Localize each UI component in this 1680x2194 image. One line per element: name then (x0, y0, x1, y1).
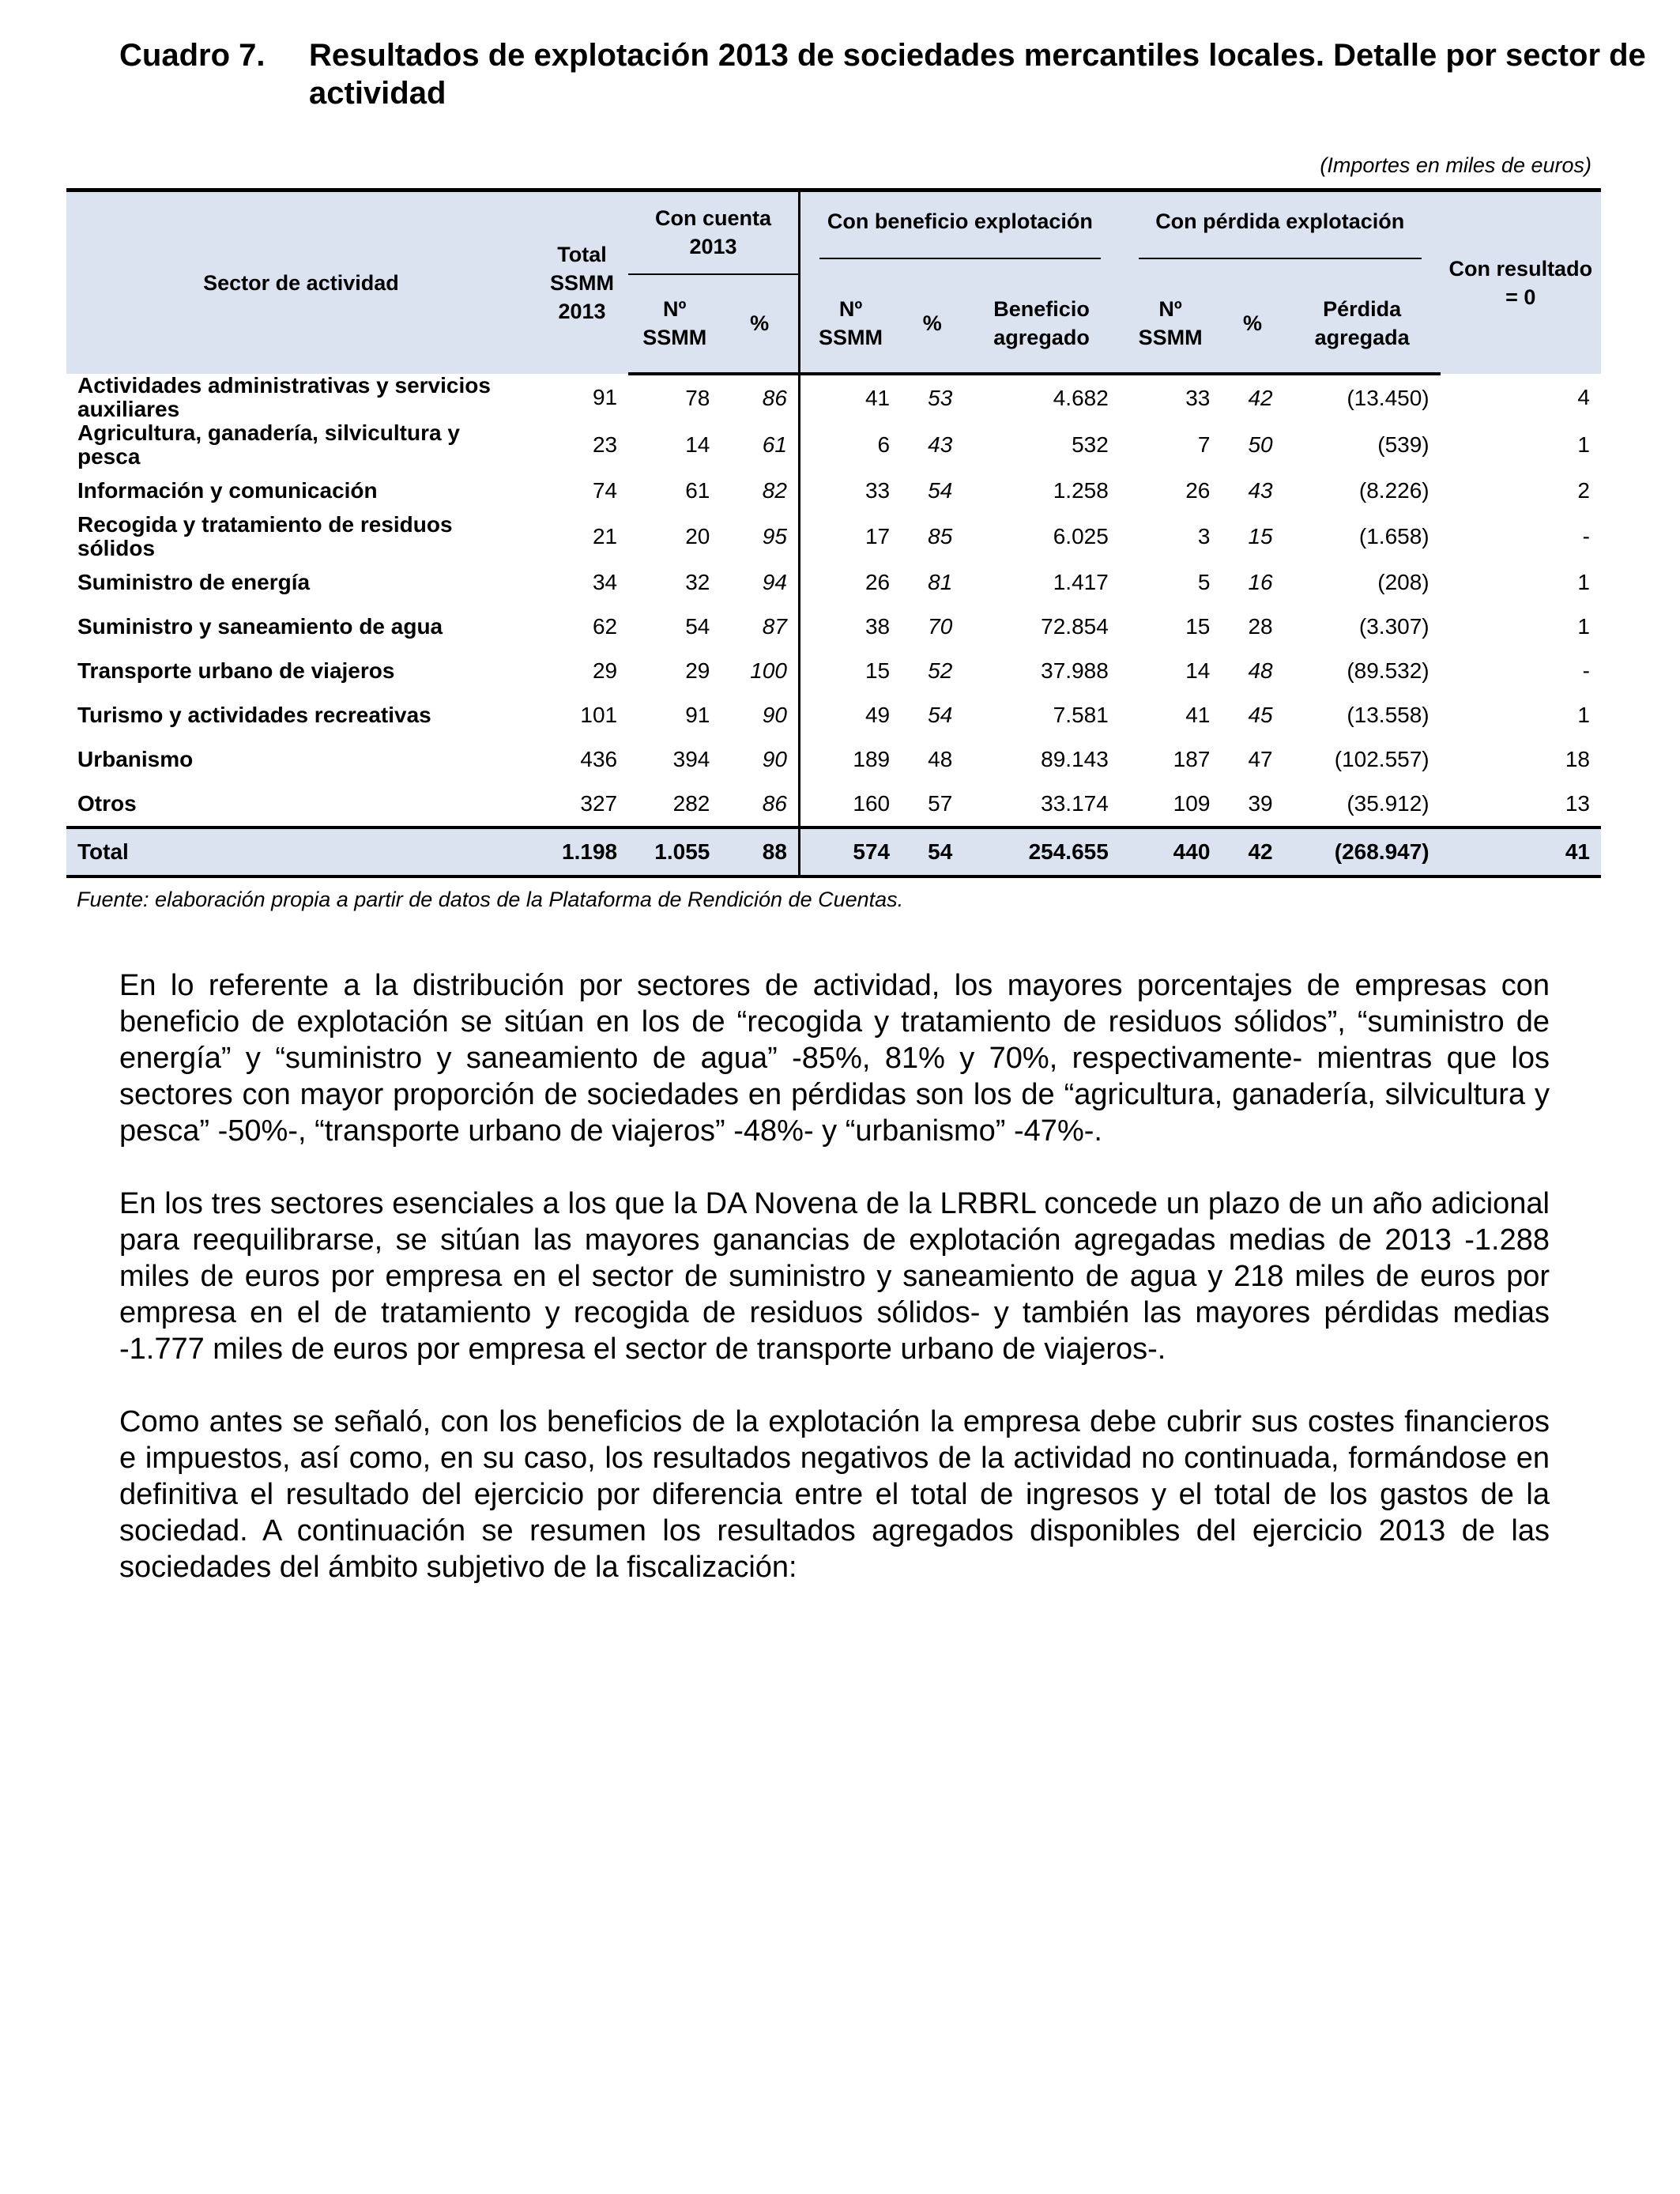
table-cell: 15 (864, 658, 891, 683)
source-note: Fuente: elaboración propia a partir de datos de la Plataforma de Rendición de Cuentas. (77, 888, 904, 911)
table-cell: 45 (1248, 702, 1273, 727)
table-row (66, 421, 1601, 469)
table-cell: 37.988 (1041, 658, 1109, 683)
table-cell: 54 (928, 702, 953, 727)
table-cell: 1 (1577, 702, 1590, 727)
table-total-row (66, 827, 1601, 876)
table-cell: (13.450) (1347, 385, 1430, 410)
table-cell: 41 (1441, 827, 1601, 876)
header-sector: Sector de actividad (66, 190, 536, 374)
header-n-ssmm: Nº SSMM (628, 274, 721, 374)
table-cell: 54 (928, 477, 953, 503)
header-con-beneficio-label: Con beneficio explotación (819, 207, 1101, 259)
table-body (66, 374, 1601, 876)
table-cell: 48 (928, 746, 953, 771)
table-cell: 14 (1185, 658, 1211, 683)
table-cell: 62 (592, 613, 618, 639)
table-cell: 14 (685, 432, 710, 457)
table-row (66, 649, 1601, 693)
row-label: Transporte urbano de viajeros (77, 658, 395, 683)
table-cell: 87 (721, 605, 799, 649)
table-cell: 53 (928, 385, 953, 410)
header-con-perdida (1120, 190, 1441, 274)
table-cell: 43 (1248, 477, 1273, 503)
table-cell: 90 (721, 737, 799, 782)
table-cell: 54 (685, 613, 710, 639)
table-cell: 2 (1577, 477, 1590, 503)
table-cell: (3.307) (1358, 613, 1430, 639)
table-cell: 81 (928, 569, 953, 594)
table-cell: 1 (1577, 613, 1590, 639)
table-cell: 18 (1565, 746, 1590, 771)
table-cell: - (1582, 523, 1590, 548)
table-cell: 61 (721, 421, 799, 469)
header-total: Total SSMM 2013 (536, 190, 628, 374)
table-cell: 440 (1120, 827, 1222, 876)
table-cell: 90 (721, 693, 799, 737)
table-cell: 1.258 (1053, 477, 1109, 503)
table-cell: 7.581 (1053, 702, 1109, 727)
header-pct: % (1221, 274, 1283, 374)
header-pct: % (901, 274, 963, 374)
table-cell: 13 (1565, 790, 1590, 816)
paragraph: En los tres sectores esenciales a los que la DA Novena de la LRBRL concede un plazo de un año adicional para reequilibrarse, se sitúan las mayores ganancias de explotación agregadas medias de 2013 -1.288 miles de euros por empresa en el sector de suministro y saneamiento de agua y 218 miles de euros por empresa en el de tratamiento y recogida de residuos sólidos- y también las mayores pérdidas medias -1.777 miles de euros por empresa el sector de transporte urbano de viajeros-. (119, 1187, 1550, 1366)
row-label: Total (66, 827, 536, 876)
table-cell: 91 (592, 384, 618, 409)
table-cell: 95 (721, 513, 799, 560)
header-pct: % (721, 274, 799, 374)
table-cell: 39 (1248, 790, 1273, 816)
table-cell: 70 (928, 613, 953, 639)
table-row (66, 469, 1601, 513)
table-cell: 6 (877, 432, 891, 457)
row-label: Actividades administrativas y servicios auxiliares (77, 372, 491, 421)
table-cell: 15 (1248, 523, 1273, 548)
row-label: Suministro de energía (77, 569, 311, 594)
table-cell: 74 (592, 477, 618, 503)
table-cell: 327 (580, 790, 618, 816)
table-cell: (89.532) (1347, 658, 1430, 683)
table-cell: 48 (1248, 658, 1273, 683)
table-cell: 89.143 (1041, 746, 1109, 771)
table-cell: 574 (799, 827, 901, 876)
table-cell: 187 (1173, 746, 1211, 771)
table-cell: 532 (1072, 432, 1109, 457)
table-cell: 254.655 (963, 827, 1119, 876)
table-cell: 16 (1248, 569, 1273, 594)
row-label: Agricultura, ganadería, silvicultura y pesca (77, 420, 460, 469)
table-cell: (8.226) (1358, 477, 1430, 503)
row-label: Otros (77, 790, 137, 816)
table-cell: 7 (1197, 432, 1211, 457)
table-cell: 33 (864, 477, 891, 503)
table-cell: 4.682 (1053, 385, 1109, 410)
table-cell: 34 (592, 569, 618, 594)
table-cell: (268.947) (1284, 827, 1441, 876)
row-label: Información y comunicación (77, 477, 378, 503)
table-row (66, 737, 1601, 782)
table-cell: (35.912) (1347, 790, 1430, 816)
results-table (66, 188, 1601, 878)
table-cell: 394 (672, 746, 710, 771)
caption-label: Cuadro 7. (119, 38, 266, 73)
table-cell: 42 (1248, 385, 1273, 410)
table-cell: 61 (685, 477, 710, 503)
header-con-resultado: Con resultado = 0 (1441, 190, 1601, 374)
table-cell: (13.558) (1347, 702, 1430, 727)
table-cell: 49 (864, 702, 891, 727)
table-cell: 33 (1185, 385, 1211, 410)
table-row (66, 693, 1601, 737)
table-cell: 41 (1185, 702, 1211, 727)
table-cell: 72.854 (1041, 613, 1109, 639)
table-cell: 189 (853, 746, 891, 771)
row-label: Suministro y saneamiento de agua (77, 613, 443, 639)
table-cell: 86 (721, 782, 799, 827)
table-cell: 88 (721, 827, 799, 876)
table-cell: 47 (1248, 746, 1273, 771)
table-row (66, 374, 1601, 421)
table-cell: 57 (928, 790, 953, 816)
table-cell: 109 (1173, 790, 1211, 816)
table-cell: 32 (685, 569, 710, 594)
table-cell: 1 (1577, 432, 1590, 457)
table-row (66, 782, 1601, 827)
paragraph: En lo referente a la distribución por sectores de actividad, los mayores porcentajes de empresas con beneficio de explotación se sitúan en los de “recogida y tratamiento de residuos sólidos”, “suministro de energía” y “suministro y saneamiento de agua” -85%, 81% y 70%, respectivamente- mientras que los sectores con mayor proporción de sociedades en pérdidas son los de “agricultura, ganadería, silvicultura y pesca” -50%-, “transporte urbano de viajeros” -48%- y “urbanismo” -47%-. (119, 969, 1550, 1148)
table-cell: 100 (721, 649, 799, 693)
table-cell: 33.174 (1041, 790, 1109, 816)
header-n-ssmm: Nº SSMM (799, 274, 901, 374)
table-cell: 94 (721, 560, 799, 605)
table-cell: 3 (1197, 523, 1211, 548)
table-cell: 26 (864, 569, 891, 594)
table-cell: 15 (1185, 613, 1211, 639)
table-cell: 6.025 (1053, 523, 1109, 548)
table-cell: 282 (672, 790, 710, 816)
table-cell: 160 (853, 790, 891, 816)
table-cell: (102.557) (1334, 746, 1430, 771)
paragraph: Como antes se señaló, con los beneficios de la explotación la empresa debe cubrir sus costes financieros e impuestos, así como, en su caso, los resultados negativos de la actividad no continuada, formándose en definitiva el resultado del ejercicio por diferencia entre el total de ingresos y el total de los gastos de la sociedad. A continuación se resumen los resultados agregados disponibles del ejercicio 2013 de las sociedades del ámbito subjetivo de la fiscalización: (119, 1405, 1550, 1584)
table-cell: 20 (685, 523, 710, 548)
table-cell: 1 (1577, 569, 1590, 594)
header-beneficio-agregado: Beneficio agregado (963, 274, 1119, 374)
table-cell: (208) (1377, 569, 1430, 594)
row-label: Urbanismo (77, 746, 194, 771)
table-cell: 29 (685, 658, 710, 683)
header-con-beneficio (799, 190, 1119, 274)
units-note: (Importes en miles de euros) (1320, 153, 1591, 177)
table-cell: 1.417 (1053, 569, 1109, 594)
caption-title: Resultados de explotación 2013 de sociedades mercantiles locales. Detalle por sector de actividad (309, 38, 1646, 111)
row-label: Turismo y actividades recreativas (77, 702, 431, 727)
table-cell: 52 (928, 658, 953, 683)
table-row (66, 513, 1601, 560)
table-cell: 28 (1248, 613, 1273, 639)
table-cell: 26 (1185, 477, 1211, 503)
table-cell: 1.198 (536, 827, 628, 876)
header-n-ssmm: Nº SSMM (1120, 274, 1222, 374)
table-cell: (1.658) (1358, 523, 1430, 548)
table-cell: 436 (580, 746, 618, 771)
table-cell: 50 (1248, 432, 1273, 457)
row-label: Recogida y tratamiento de residuos sólidos (77, 511, 453, 560)
table-cell: 21 (592, 523, 618, 548)
table-cell: 86 (721, 374, 799, 421)
table-cell: 91 (685, 702, 710, 727)
header-con-cuenta-label: Con cuenta 2013 (655, 206, 772, 259)
table-cell: 78 (685, 385, 710, 410)
table-cell: 17 (864, 523, 891, 548)
table-cell: 1.055 (628, 827, 721, 876)
table-cell: 41 (864, 385, 891, 410)
table-cell: 42 (1221, 827, 1283, 876)
header-con-cuenta (628, 190, 799, 274)
table-cell: 38 (864, 613, 891, 639)
table-cell: 29 (592, 658, 618, 683)
table-cell: - (1582, 658, 1590, 683)
header-perdida-agregada: Pérdida agregada (1284, 274, 1441, 374)
table-row (66, 560, 1601, 605)
table-row (66, 605, 1601, 649)
table-cell: 82 (721, 469, 799, 513)
table-cell: 54 (901, 827, 963, 876)
table-cell: 101 (580, 702, 618, 727)
table-cell: 4 (1577, 384, 1590, 409)
table-cell: 5 (1197, 569, 1211, 594)
table-cell: 43 (928, 432, 953, 457)
table-cell: (539) (1377, 432, 1430, 457)
table-cell: 23 (592, 432, 618, 457)
table-cell: 85 (928, 523, 953, 548)
header-con-perdida-label: Con pérdida explotación (1139, 207, 1422, 259)
